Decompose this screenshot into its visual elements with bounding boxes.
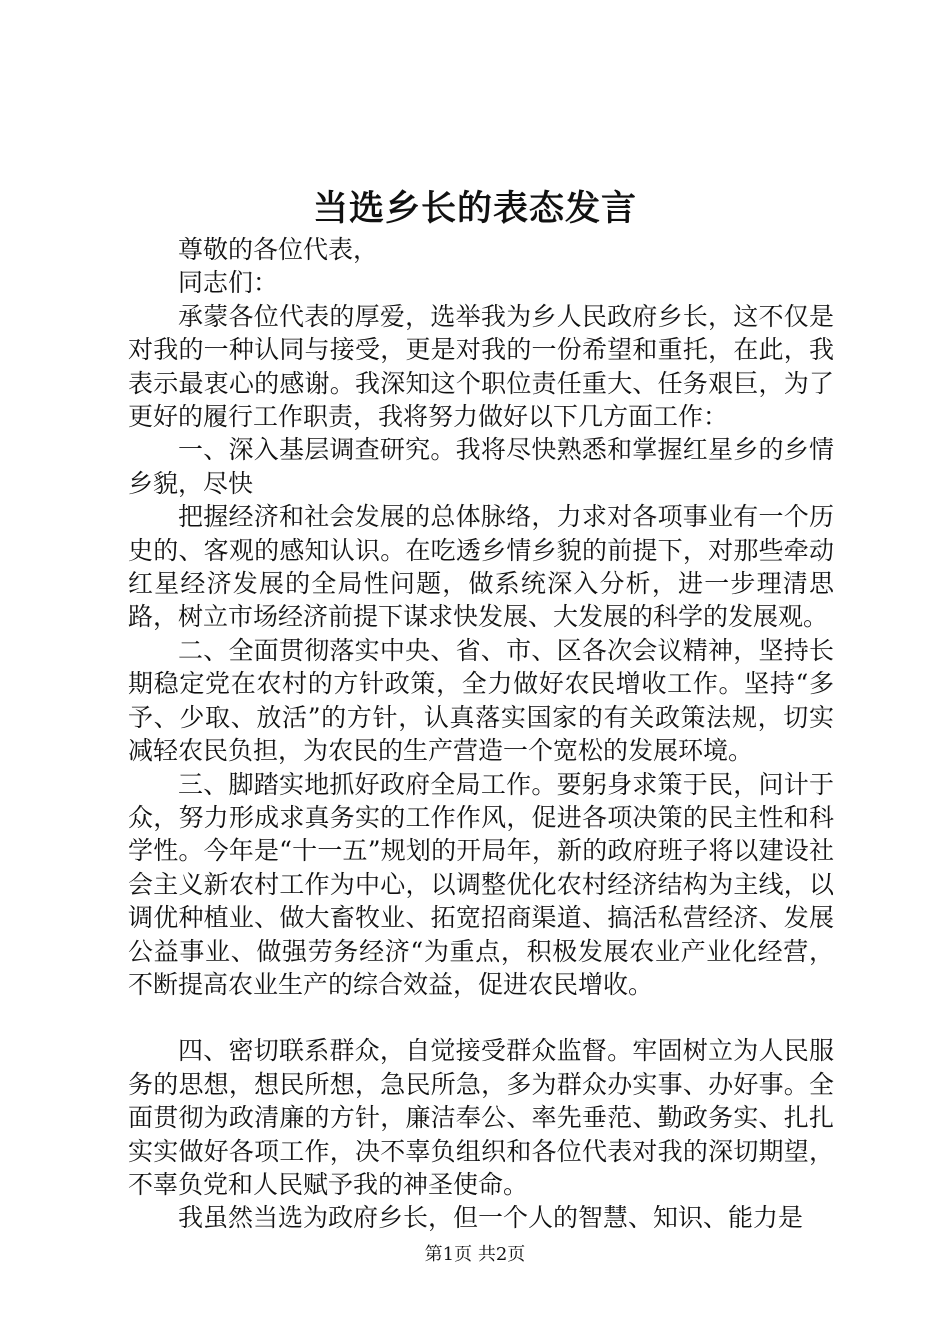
body-paragraph: 把握经济和社会发展的总体脉络，力求对各项事业有一个历史的、客观的感知认识。在吃透乡情乡貌的前提下，对那些牵动红星经济发展的全局性问题，做系统深入分析，进一步理清思路，树立市场经济前提下谋求快发展、大发展的科学的发展观。	[128, 502, 834, 632]
body-paragraph: 四、密切联系群众，自觉接受群众监督。牢固树立为人民服务的思想，想民所想，急民所急，多为群众办实事、办好事。全面贯彻为政清廉的方针，廉洁奉公、率先垂范、勤政务实、扎扎实实做好各项工作，决不辜负组织和各位代表对我的深切期望，不辜负党和人民赋予我的神圣使命。	[128, 1036, 834, 1199]
body-paragraph: 二、全面贯彻落实中央、省、市、区各次会议精神，坚持长期稳定党在农村的方针政策，全力做好农民增收工作。坚持“多予、少取、放活”的方针，认真落实国家的有关政策法规，切实减轻农民负担，为农民的生产营造一个宽松的发展环境。	[128, 635, 834, 766]
page-footer: 第1页 共2页	[424, 1244, 526, 1265]
body-paragraph: 三、脚踏实地抓好政府全局工作。要躬身求策于民，问计于众，努力形成求真务实的工作作风，促进各项决策的民主性和科学性。今年是“十一五”规划的开局年，新的政府班子将以建设社会主义新农村工作为中心，以调整优化农村经济结构为主线，以调优种植业、做大畜牧业、拓宽招商渠道、搞活私营经济、发展公益事业、做强劳务经济“为重点，积极发展农业产业化经营，不断提高农业生产的综合效益，促进农民增收。	[128, 769, 834, 999]
body-paragraph: 一、深入基层调查研究。我将尽快熟悉和掌握红星乡的乡情乡貌，尽快	[128, 435, 834, 498]
document-body	[128, 233, 834, 1235]
page-title: 当选乡长的表态发言	[312, 189, 637, 229]
salutation-line: 同志们：	[178, 268, 279, 298]
salutation-line: 尊敬的各位代表，	[178, 235, 379, 264]
body-paragraph: 我虽然当选为政府乡长，但一个人的智慧、知识、能力是	[178, 1203, 804, 1233]
body-paragraph: 承蒙各位代表的厚爱，选举我为乡人民政府乡长，这不仅是对我的一种认同与接受，更是对我的一份希望和重托，在此，我表示最衷心的感谢。我深知这个职位责任重大、任务艰巨，为了更好的履行工作职责，我将努力做好以下几方面工作：	[128, 301, 834, 432]
